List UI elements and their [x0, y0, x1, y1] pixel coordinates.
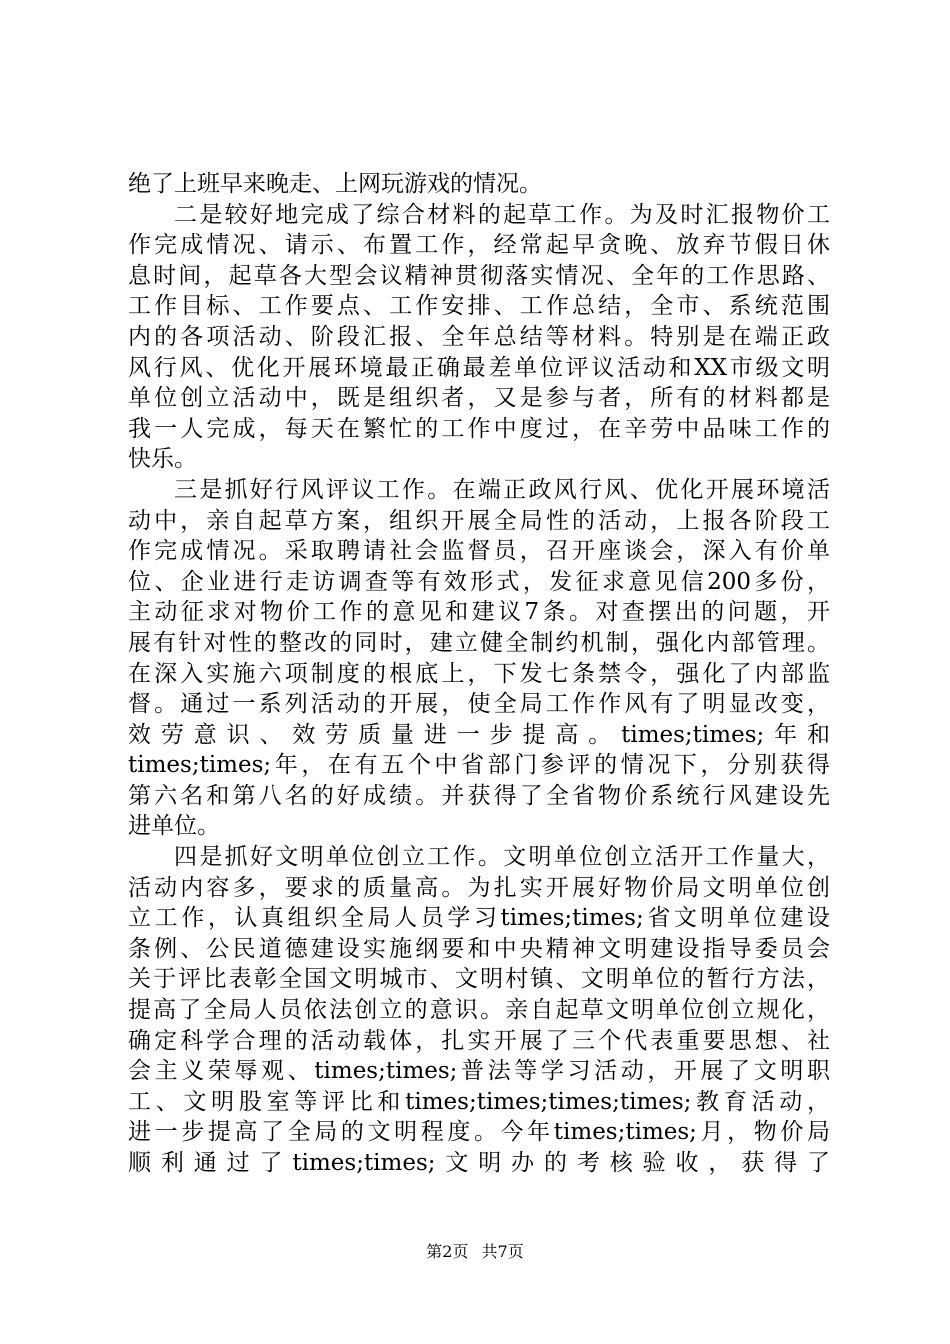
- text-line: 关于评比表彰全国文明城市、文明村镇、文明单位的暂行方法，: [128, 966, 830, 993]
- paragraph-start-line: 二是较好地完成了综合材料的起草工作。为及时汇报物价工: [174, 201, 830, 228]
- text-line: 动中，亲自起草方案，组织开展全局性的活动，上报各阶段工: [128, 507, 830, 534]
- text-line: 条例、公民道德建设实施纲要和中央精神文明建设指导委员会: [128, 935, 830, 962]
- text-line: 位、企业进行走访调查等有效形式，发征求意见信200多份，: [128, 568, 830, 595]
- text-line: 顺利通过了times;times;文明办的考核验收，获得了: [128, 1150, 830, 1176]
- text-line: 会主义荣辱观、times;times;普法等学习活动，开展了文明职: [128, 1058, 830, 1085]
- text-line: 进一步提高了全局的文明程度。今年times;times;月，物价局: [128, 1119, 830, 1146]
- document-body: [128, 169, 830, 1179]
- text-line: 绝了上班早来晚走、上网玩游戏的情况。: [128, 171, 542, 197]
- text-line: 内的各项活动、阶段汇报、全年总结等材料。特别是在端正政: [128, 323, 830, 350]
- text-line: 作完成情况。采取聘请社会监督员，召开座谈会，深入有价单: [128, 538, 830, 565]
- text-line: times;times;年，在有五个中省部门参评的情况下，分别获得: [128, 752, 830, 779]
- text-line: 风行风、优化开展环境最正确最差单位评议活动和XX市级文明: [128, 354, 830, 381]
- page-footer: [0, 1242, 950, 1262]
- text-line: 活动内容多，要求的质量高。为扎实开展好物价局文明单位创: [128, 874, 830, 901]
- page-number: 第2页: [426, 1242, 469, 1261]
- text-line: 我一人完成，每天在繁忙的工作中度过，在辛劳中品味工作的: [128, 415, 830, 442]
- text-line: 作完成情况、请示、布置工作，经常起早贪晚、放弃节假日休: [128, 232, 830, 259]
- paragraph-end-line: 进单位。: [128, 813, 220, 840]
- text-line: 效劳意识、效劳质量进一步提高。times;times;年和: [128, 721, 830, 748]
- text-line: 确定科学合理的活动载体，扎实开展了三个代表重要思想、社: [128, 1027, 830, 1054]
- text-line: 工作目标、工作要点、工作安排、工作总结，全市、系统范围: [128, 293, 830, 320]
- text-line: 在深入实施六项制度的根底上，下发七条禁令，强化了内部监: [128, 660, 830, 687]
- text-line: 单位创立活动中，既是组织者，又是参与者，所有的材料都是: [128, 385, 830, 412]
- text-line: 工、文明股室等评比和times;times;times;times;教育活动，: [128, 1088, 830, 1115]
- text-line: 立工作，认真组织全局人员学习times;times;省文明单位建设: [128, 905, 830, 932]
- paragraph-end-line: 快乐。: [128, 446, 197, 473]
- text-line: 第六名和第八名的好成绩。并获得了全省物价系统行风建设先: [128, 782, 830, 809]
- paragraph-start-line: 三是抓好行风评议工作。在端正政风行风、优化开展环境活: [174, 476, 830, 503]
- text-line: 督。通过一系列活动的开展，使全局工作作风有了明显改变，: [128, 691, 830, 718]
- text-line: 息时间，起草各大型会议精神贯彻落实情况、全年的工作思路、: [128, 262, 830, 289]
- text-line: 展有针对性的整改的同时，建立健全制约机制，强化内部管理。: [128, 629, 830, 656]
- text-line: 提高了全局人员依法创立的意识。亲自起草文明单位创立规化，: [128, 997, 830, 1024]
- text-line: 主动征求对物价工作的意见和建议7条。对查摆出的问题，开: [128, 599, 830, 626]
- page-total: 共7页: [481, 1242, 524, 1261]
- paragraph-start-line: 四是抓好文明单位创立工作。文明单位创立活开工作量大，: [174, 844, 830, 871]
